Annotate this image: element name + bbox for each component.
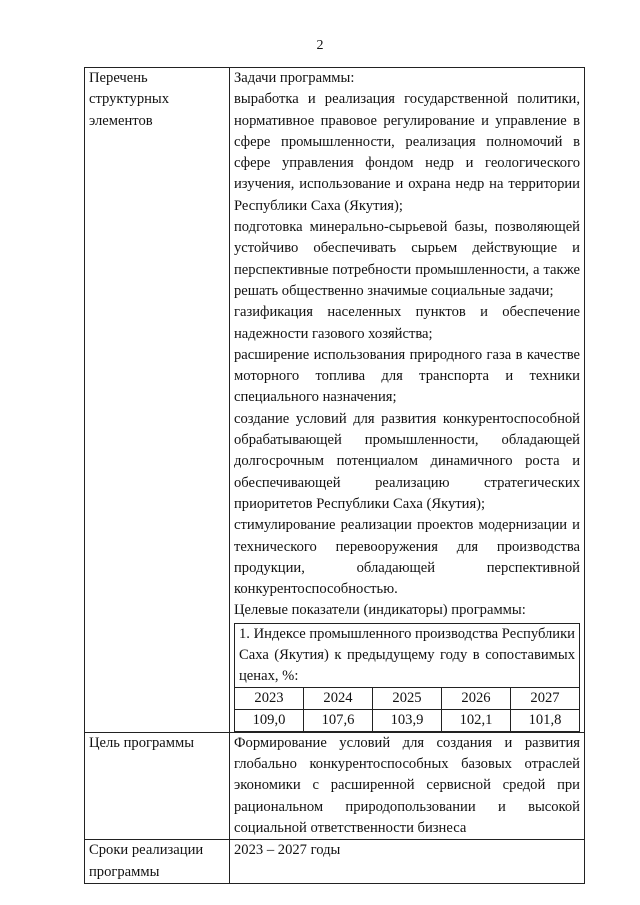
- task-item: расширение использования природного газа в качестве моторного топлива для транспорта и техники специального назначения;: [234, 346, 580, 406]
- indicator-title: 1. Индексе промышленного производства Республики Саха (Якутия) к предыдущему году в сопоставимых ценах, %:: [235, 623, 580, 687]
- row-period: [85, 840, 585, 884]
- indicator-years-row: [235, 687, 580, 709]
- task-item: подготовка минерально-сырьевой базы, позволяющей устойчиво обеспечивать сырьем действующие и перспективные потребности промышленности, а также решать общественно значимые социальные задачи;: [234, 219, 580, 299]
- indicator-year: 2026: [442, 687, 511, 709]
- content-goal: Формирование условий для создания и развития глобально конкурентоспособных базовых отраслей экономики с расширенной сервисной средой при рациональном природопользовании и высокой социальной ответственности бизнеса: [230, 732, 585, 839]
- task-item: газификация населенных пунктов и обеспечение надежности газового хозяйства;: [234, 304, 580, 342]
- indicator-year: 2027: [511, 687, 580, 709]
- indicator-value: 107,6: [304, 709, 373, 731]
- content-period: 2023 – 2027 годы: [230, 840, 585, 884]
- indicator-value: 102,1: [442, 709, 511, 731]
- label-goal: Цель программы: [85, 732, 230, 839]
- indicators-table: [234, 623, 580, 732]
- task-item: стимулирование реализации проектов модернизации и технического перевооружения для производства продукции, обладающей перспективной конкурентоспособностью.: [234, 517, 580, 598]
- task-item: выработка и реализация государственной политики, нормативное правовое регулирование и управление в сфере промышленности, реализация полномочий в сфере управления фондом недр и геологического изучения, использование и охрана недр на территории Республики Саха (Якутия);: [234, 91, 580, 214]
- page-number: 2: [316, 38, 324, 53]
- indicators-heading: Целевые показатели (индикаторы) программы:: [234, 602, 526, 619]
- indicator-year: 2025: [373, 687, 442, 709]
- indicator-year: 2024: [304, 687, 373, 709]
- indicator-values-row: [235, 709, 580, 731]
- row-goal: [85, 732, 585, 839]
- tasks-heading: Задачи программы:: [234, 70, 355, 86]
- label-period: Сроки реализации программы: [85, 840, 230, 884]
- indicator-value: 109,0: [235, 709, 304, 731]
- indicator-value: 101,8: [511, 709, 580, 731]
- content-structure: [230, 68, 585, 733]
- label-structure: Перечень структурных элементов: [85, 68, 230, 733]
- task-item: создание условий для развития конкурентоспособной обрабатывающей промышленности, обладающей долгосрочным потенциалом динамичного роста и обеспечивающей реализацию стратегических приоритетов Республики Саха (Якутия);: [234, 410, 580, 512]
- indicator-year: 2023: [235, 687, 304, 709]
- passport-table: [84, 67, 585, 884]
- indicator-value: 103,9: [373, 709, 442, 731]
- row-structure: [85, 68, 585, 733]
